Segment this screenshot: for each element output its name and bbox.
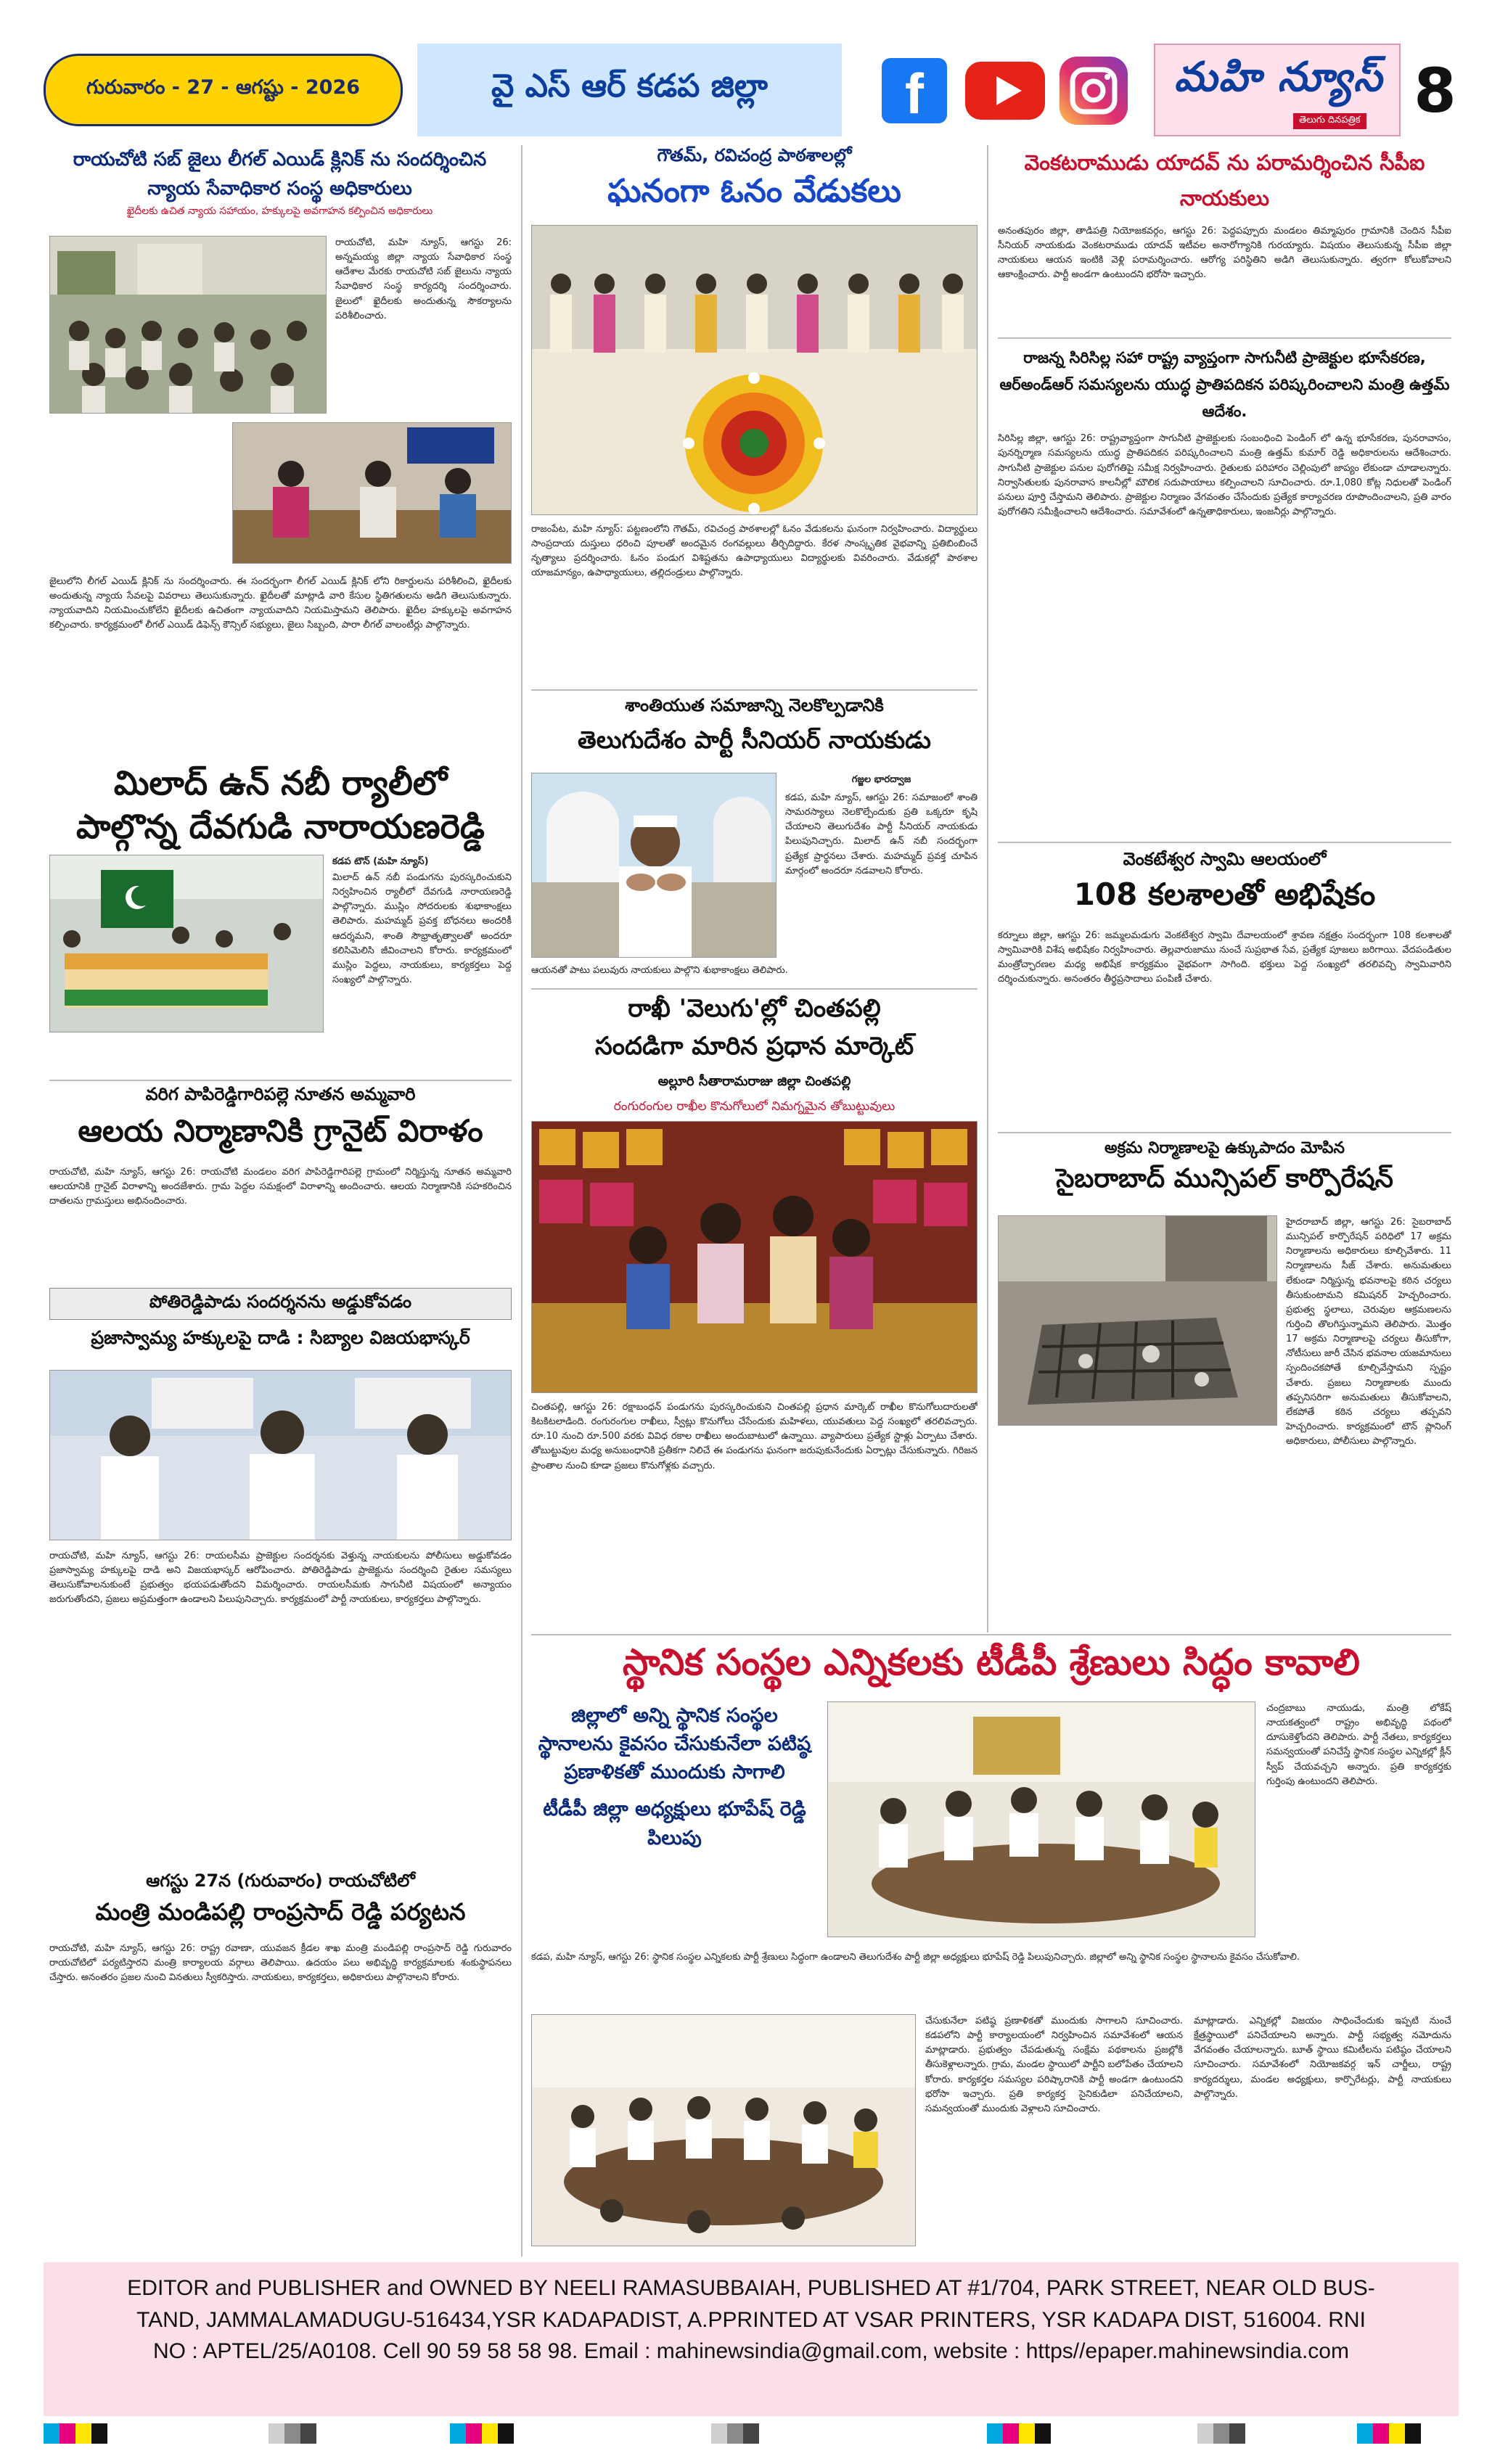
photo-tdp-meeting-1	[827, 1701, 1255, 1937]
color-registration-strip	[44, 2423, 107, 2444]
lead-deck	[531, 1701, 818, 1852]
article-milad-rally	[49, 762, 512, 849]
imprint-line: EDITOR and PUBLISHER and OWNED BY NEELI RAMASUBBAIAH, PUBLISHED AT #1/704, PARK STREET, NEAR OLD BUS-	[127, 2276, 1375, 2300]
article-abhishekam	[998, 849, 1451, 1125]
paper-logo	[1154, 44, 1401, 136]
article-body: రాయచోటి, మహి న్యూస్, ఆగస్టు 26: అన్నమయ్య జిల్లా న్యాయ సేవాధికార సంస్థ ఆదేశాల మేరకు రాయచోటి సబ్ జైలును న్యాయ సేవాధికార సంస్థ కార్యదర్శి సందర్శించారు. జైలులో ఖైదీలకు అందుతున్న సౌకర్యాలను పరిశీలించారు.	[335, 237, 512, 321]
deck-attribution: టీడీపీ జిల్లా అధ్యక్షులు భూపేష్ రెడ్డి పిలుపు	[543, 1798, 806, 1849]
article-body: చింతపల్లి, ఆగస్టు 26: రక్షాబంధన్ పండుగను పురస్కరించుకుని చింతపల్లి ప్రధాన మార్కెట్ రాఖీల కొనుగోలుదారులతో కిటకిటలాడింది. రంగురంగుల రాఖీలు, స్వీట్లు కొనుగోలు చేసేందుకు మహిళలు, యువతులు పెద్ద సంఖ్యలో తరలివచ్చారు. రూ.10 నుంచి రూ.500 వరకు వివిధ రకాల రాఖీలు అందుబాటులో ఉన్నాయి. వ్యాపారులు ప్రత్యేక స్టాళ్లు ఏర్పాటు చేశారు. తోబుట్టువుల మధ్య అనుబంధానికి ప్రతీకగా నిలిచే ఈ పండుగను ఘనంగా జరుపుకునేందుకు ఏర్పాట్లు చేసుకున్నారు. గిరిజన ప్రాంతాల నుంచి కూడా ప్రజలు కొనుగోళ్లకు వచ్చారు.	[531, 1402, 978, 1471]
byline: అల్లూరి సీతారామరాజు జిల్లా చింతపల్లి	[657, 1074, 851, 1089]
column-divider	[987, 145, 988, 1633]
section-divider	[998, 1132, 1451, 1133]
headline: రాజన్న సిరిసిల్ల సహా రాష్ట్ర వ్యాప్తంగా సాగునీటి ప్రాజెక్టుల భూసేకరణ, ఆర్అండ్ఆర్ సమస్యలను యుద్ధ ప్రాతిపదికన పరిష్కరించాలని మంత్రి ఉత్తమ్ ఆదేశం.	[999, 349, 1450, 420]
article-body: మిలాద్ ఉన్ నబీ పండుగను పురస్కరించుకుని నిర్వహించిన ర్యాలీలో దేవగుడి నారాయణరెడ్డి పాల్గొన్నారు. ముస్లిం సోదరులకు శుభాకాంక్షలు తెలిపారు. మహమ్మద్ ప్రవక్త బోధనలు అందరికీ ఆదర్శమని, శాంతి సౌభ్రాతృత్వాలతో అందరూ కలిసిమెలిసి జీవించాలని కోరారు. కార్యక్రమంలో ముస్లిం పెద్దలు, నాయకులు, కార్యకర్తలు పెద్ద సంఖ్యలో పాల్గొన్నారు.	[332, 872, 512, 985]
kicker: వరిగ పాపిరెడ్డిగారిపల్లె నూతన అమ్మవారి	[145, 1084, 416, 1104]
photo-rakhi-shop	[531, 1121, 978, 1393]
kicker: శాంతియుత సమాజాన్ని నెలకొల్పడానికి	[625, 695, 884, 715]
headline: ప్రజాస్వామ్య హక్కులపై దాడి : సిబ్యాల విజయభాస్కర్	[91, 1327, 470, 1348]
article-body: కడప, మహి న్యూస్, ఆగస్టు 26: స్థానిక సంస్థల ఎన్నికలకు పార్టీ శ్రేణులు సిద్ధంగా ఉండాలని తెలుగుదేశం పార్టీ జిల్లా అధ్యక్షులు భూపేష్ రెడ్డి పిలుపునిచ్చారు. జిల్లాలో అన్ని స్థానిక సంస్థల స్థానాలను కైవసం చేసుకోవాలి.	[531, 1952, 1300, 1963]
issue-date: గురువారం - 27 - ఆగష్టు - 2026	[86, 76, 361, 99]
photo-jail-meeting	[49, 236, 327, 414]
imprint-footer	[44, 2262, 1459, 2416]
photo-tdp-meeting-2	[531, 2014, 916, 2246]
article-cpi-visit	[998, 145, 1451, 340]
imprint-line: NO : APTEL/25/A0108. Cell 90 59 58 58 98. Email : mahinewsindia@gmail.com, website : https//epaper.mahinewsindia.com	[153, 2339, 1349, 2363]
district-banner	[417, 44, 842, 136]
kicker: ఆగస్టు 27న (గురువారం) రాయచోటిలో	[146, 1870, 415, 1891]
photo-milad-rally	[49, 855, 324, 1032]
paper-name: మహి న్యూస్	[1173, 54, 1384, 101]
article-body: రాయచోటి, మహి న్యూస్, ఆగస్టు 26: రాయలసీమ ప్రాజెక్టుల సందర్శనకు వెళ్తున్న నాయకులను పోలీసులు అడ్డుకోవడం ప్రజాస్వామ్య హక్కులపై దాడి అని విజయభాస్కర్ ఆరోపించారు. పోతిరెడ్డిపాడు ప్రాజెక్టును సందర్శించి రైతుల సమస్యలు తెలుసుకోవాలనుకుంటే ప్రభుత్వం భయపడుతోందని విమర్శించారు. రాయలసీమకు సాగునీటి విషయంలో అన్యాయం జరుగుతోందని, ప్రజలు అప్రమత్తంగా ఉండాలని పిలుపునిచ్చారు. కార్యక్రమంలో పార్టీ నాయకులు, కార్యకర్తలు పాల్గొన్నారు.	[49, 1551, 512, 1606]
headline: సందడిగా మారిన ప్రధాన మార్కెట్	[594, 1032, 914, 1061]
kicker: వెంకటేశ్వర స్వామి ఆలయంలో	[1123, 849, 1327, 869]
color-registration-strip	[987, 2423, 1051, 2444]
date-banner	[44, 54, 403, 126]
headline: వెంకటరాముడు యాదవ్ ను పరామర్శించిన సీపీఐ నాయకులు	[1024, 150, 1425, 211]
article-body: చేసుకునేలా పటిష్ఠ ప్రణాళికతో ముందుకు సాగాలని సూచించారు. కడపలోని పార్టీ కార్యాలయంలో నిర్వహించిన సమావేశంలో ఆయన మాట్లాడారు. ప్రభుత్వం చేపడుతున్న సంక్షేమ పథకాలను ప్రజల్లోకి తీసుకెళ్లాలన్నారు. గ్రామ, మండల స్థాయిలో పార్టీని బలోపేతం చేయాలని కోరారు. కార్యకర్తల సమస్యల పరిష్కారానికి పార్టీ అండగా ఉంటుందని భరోసా ఇచ్చారు. ప్రతి కార్యకర్త సైనికుడిలా పనిచేయాలని, సమన్వయంతో ముందుకు వెళ్లాలని సూచించారు.	[925, 2016, 1183, 2114]
facebook-icon[interactable]: f	[882, 58, 947, 123]
headline: ఘనంగా ఓనం వేడుకలు	[607, 173, 901, 210]
photo-press-meet	[49, 1370, 512, 1540]
section-divider	[531, 1634, 1451, 1635]
photo-onam-celebration	[531, 225, 978, 515]
deck: జిల్లాలో అన్ని స్థానిక సంస్థల స్థానాలను కైవసం చేసుకునేలా పటిష్ఠ ప్రణాళికతో ముందుకు సాగాలి	[538, 1704, 811, 1784]
section-divider	[998, 842, 1451, 843]
section-divider	[531, 689, 978, 691]
subheadline: ఖైదీలకు ఉచిత న్యాయ సహాయం, హక్కులపై అవగాహన కల్పించిన అధికారులు	[126, 205, 433, 217]
page-number: 8	[1414, 55, 1456, 126]
article-legal-aid	[49, 145, 510, 219]
article-demolition	[998, 1139, 1451, 1200]
section-divider	[49, 1080, 512, 1081]
article-body: సిరిసిల్ల జిల్లా, ఆగస్టు 26: రాష్ట్రవ్యాప్తంగా సాగునీటి ప్రాజెక్టులకు సంబంధించి పెండింగ్ లో ఉన్న భూసేకరణ, పునరావాసం, పునర్నిర్మాణ సమస్యలను యుద్ధ ప్రాతిపదికన పరిష్కరించాలని మంత్రి ఉత్తమ్ కుమార్ రెడ్డి అధికారులను ఆదేశించారు. సాగునీటి ప్రాజెక్టుల పనుల పురోగతిపై సమీక్ష నిర్వహించారు. రైతులకు పరిహారం చెల్లింపులో జాప్యం లేకుండా చూడాలన్నారు. నిర్వాసితులకు పునరావాస కాలనీల్లో మౌలిక సదుపాయాలు కల్పించాలని సూచించారు. రూ.1,080 కోట్ల నిధులతో పెండింగ్ పనులు పూర్తి చేస్తామని తెలిపారు. ప్రాజెక్టుల నిర్మాణం వేగవంతం చేసేందుకు ప్రత్యేక కార్యాచరణ రూపొందించాలని, ప్రతి వారం పురోగతిని సమీక్షించాలని ఆదేశించారు. సమావేశంలో ఉన్నతాధికారులు, ఇంజనీర్లు పాల్గొన్నారు.	[998, 433, 1451, 517]
article-rakhi-market	[531, 994, 978, 1117]
color-registration-strip	[711, 2423, 759, 2444]
lead-headline: స్థానిక సంస్థల ఎన్నికలకు టీడీపీ శ్రేణులు సిద్ధం కావాలి	[623, 1641, 1360, 1683]
article-body: రాయచోటి, మహి న్యూస్, ఆగస్టు 26: రాయచోటి మండలం వరిగ పాపిరెడ్డిగారిపల్లె గ్రామంలో నిర్మిస్తున్న నూతన అమ్మవారి ఆలయానికి గ్రానైట్ విరాళాన్ని అందజేశారు. గ్రామ పెద్దల సమక్షంలో విరాళాన్ని అందించారు. ఆలయ నిర్మాణానికి సహకరించిన దాతలను గ్రామస్తులు అభినందించారు.	[49, 1167, 512, 1207]
subheadline: రంగురంగుల రాఖీల కొనుగోలులో నిమగ్నమైన తోబుట్టువులు	[613, 1099, 896, 1114]
kicker: గౌతమ్, రవిచంద్ర పాఠశాలల్లో	[657, 145, 852, 165]
kicker: పోతిరెడ్డిపాడు సందర్శనను అడ్డుకోవడం	[49, 1288, 512, 1320]
article-peace-society	[531, 695, 978, 760]
column-divider	[521, 1633, 522, 2256]
kicker: అక్రమ నిర్మాణాలపై ఉక్కుపాదం మోపిన	[1104, 1139, 1345, 1157]
youtube-icon[interactable]	[965, 62, 1045, 120]
article-onam	[531, 145, 978, 218]
headline: రాఖీ 'వెలుగు'ల్లో చింతపల్లి	[628, 994, 881, 1023]
article-body: కర్నూలు జిల్లా, ఆగస్టు 26: జమ్మలమడుగు వెంకటేశ్వర స్వామి దేవాలయంలో శ్రావణ నక్షత్రం సందర్భంగా 108 కలశాలతో స్వామివారికి విశేష అభిషేకం నిర్వహించారు. తెల్లవారుజాము నుంచే సుప్రభాత సేవ, ప్రత్యేక పూజలు జరిగాయి. వేదపండితుల మంత్రోచ్ఛారణల మధ్య అభిషేక కార్యక్రమం వైభవంగా సాగింది. భక్తులు పెద్ద సంఖ్యలో తరలివచ్చి స్వామివారిని దర్శించుకున్నారు. అనంతరం తీర్థప్రసాదాలు పంపిణీ చేశారు.	[998, 930, 1451, 985]
article-body: మాట్లాడారు. ఎన్నికల్లో విజయం సాధించేందుకు ఇప్పటి నుంచే క్షేత్రస్థాయిలో పనిచేయాలని అన్నారు. పార్టీ సభ్యత్వ నమోదును వేగవంతం చేయాలన్నారు. బూత్ స్థాయి కమిటీలను పటిష్ఠం చేయాలని సూచించారు. సమావేశంలో నియోజకవర్గ ఇన్ చార్జీలు, రాష్ట్ర కార్యదర్శులు, మండల అధ్యక్షులు, కార్పొరేటర్లు, పార్టీ నాయకులు పాల్గొన్నారు.	[1194, 2016, 1451, 2100]
imprint-line: TAND, JAMMALAMADUGU-516434,YSR KADAPADIST, A.PPRINTED AT VSAR PRINTERS, YSR KADAPA DIST, 516004. RNI	[136, 2307, 1366, 2332]
headline: మిలాద్ ఉన్ నబీ ర్యాలీలో	[113, 763, 448, 802]
article-body: రాయచోటి, మహి న్యూస్, ఆగస్టు 26: రాష్ట్ర రవాణా, యువజన క్రీడల శాఖ మంత్రి మండిపల్లి రాంప్రసాద్ రెడ్డి గురువారం రాయచోటిలో పర్యటిస్తారని మంత్రి కార్యాలయ వర్గాలు తెలిపాయి. ఉదయం పలు అభివృద్ధి కార్యక్రమాలకు శంకుస్థాపనలు చేస్తారు. అనంతరం ప్రజల నుంచి వినతులు స్వీకరిస్తారు. నాయకులు, కార్యకర్తలు, అధికారులు పాల్గొనాలని కోరారు.	[49, 1943, 512, 1984]
article-pothireddypadu	[49, 1288, 512, 1353]
district-name: వై ఎస్ ఆర్ కడప జిల్లా	[491, 67, 768, 104]
article-body: చంద్రబాబు నాయుడు, మంత్రి లోకేష్ నాయకత్వంలో రాష్ట్రం అభివృద్ధి పథంలో దూసుకెళ్తోందని తెలిపారు. పార్టీ నేతలు, కార్యకర్తలు సమన్వయంతో పనిచేస్తే స్థానిక సంస్థల ఎన్నికల్లో క్లీన్ స్వీప్ చేయవచ్చని అన్నారు. ప్రతి కార్యకర్తకు గుర్తింపు ఉంటుందని తెలిపారు.	[1266, 1703, 1451, 1787]
instagram-icon[interactable]	[1060, 57, 1128, 125]
section-divider	[531, 988, 978, 990]
paper-tagline: తెలుగు దినపత్రిక	[1293, 113, 1366, 129]
article-granite-donation	[49, 1084, 512, 1245]
byline: కడప టౌన్ (మహి న్యూస్)	[332, 856, 429, 867]
photo-demolition	[998, 1215, 1277, 1426]
headline: పాల్గొన్న దేవగుడి నారాయణరెడ్డి	[76, 806, 485, 846]
headline: తెలుగుదేశం పార్టీ సీనియర్ నాయకుడు	[578, 726, 931, 754]
article-body: జైలులోని లీగల్ ఎయిడ్ క్లినిక్ ను సందర్శించారు. ఈ సందర్భంగా లీగల్ ఎయిడ్ క్లినిక్ లోని రికార్డులను పరిశీలించి, ఖైదీలకు అందుతున్న న్యాయ సేవలపై వివరాలు తెలుసుకున్నారు. ఖైదీలతో మాట్లాడి వారి కేసుల స్థితిగతులను అడిగి తెలుసుకున్నారు. న్యాయవాదిని నియమించుకోలేని ఖైదీలకు ఉచితంగా న్యాయవాదిని నియమిస్తామని తెలిపారు. ఖైదీల హక్కులపై అవగాహన కల్పించారు. కార్యక్రమంలో లీగల్ ఎయిడ్ డిఫెన్స్ కౌన్సిల్ సభ్యులు, జైలు సిబ్బంది, పారా లీగల్ వాలంటీర్లు పాల్గొన్నారు.	[49, 576, 512, 631]
section-divider	[998, 337, 1451, 339]
article-body: రాజంపేట, మహి న్యూస్: పట్టణంలోని గౌతమ్, రవిచంద్ర పాఠశాలల్లో ఓనం వేడుకలను ఘనంగా నిర్వహించారు. విద్యార్థులు సాంప్రదాయ దుస్తులు ధరించి పూలతో అందమైన రంగవల్లులు తీర్చిదిద్దారు. కేరళ సాంస్కృతిక వైభవాన్ని ప్రతిబింబించే నృత్యాలు ప్రదర్శించారు. ఓనం పండుగ విశిష్టతను ఉపాధ్యాయులు విద్యార్థులకు వివరించారు. వేడుకల్లో పాఠశాల యాజమాన్యం, ఉపాధ్యాయులు, తల్లిదండ్రులు పాల్గొన్నారు.	[531, 524, 978, 579]
article-minister-visit	[49, 1870, 512, 2232]
headline: రాయచోటి సబ్ జైలు లీగల్ ఎయిడ్ క్లినిక్ ను సందర్శించిన న్యాయ సేవాధికార సంస్థ అధికారులు	[73, 149, 487, 200]
headline: ఆలయ నిర్మాణానికి గ్రానైట్ విరాళం	[78, 1113, 483, 1149]
article-body: హైదరాబాద్ జిల్లా, ఆగస్టు 26: సైబరాబాద్ మున్సిపల్ కార్పొరేషన్ పరిధిలో 17 అక్రమ నిర్మాణాలను అధికారులు కూల్చివేశారు. 11 నిర్మాణాలను సీజ్ చేశారు. అనుమతులు లేకుండా నిర్మిస్తున్న భవనాలపై కఠిన చర్యలు తీసుకుంటామని కమిషనర్ హెచ్చరించారు. ప్రభుత్వ స్థలాలు, చెరువుల ఆక్రమణలను గుర్తించి తొలగిస్తున్నామని తెలిపారు. మొత్తం 17 అక్రమ నిర్మాణాలపై చర్యలు తీసుకోగా, నోటీసులు జారీ చేసిన భవనాల యజమానులు స్పందించకపోతే కూల్చివేస్తామని స్పష్టం చేశారు. ప్రజలు నిర్మాణాలకు ముందు తప్పనిసరిగా అనుమతులు తీసుకోవాలని, లేకపోతే కఠిన చర్యలు తప్పవని హెచ్చరించారు. కార్యక్రమంలో టౌన్ ప్లానింగ్ అధికారులు, పోలీసులు పాల్గొన్నారు.	[1286, 1217, 1451, 1447]
article-irrigation	[998, 345, 1451, 773]
color-registration-strip	[1197, 2423, 1245, 2444]
color-registration-strip	[1357, 2423, 1421, 2444]
color-registration-strip	[450, 2423, 514, 2444]
byline: గజ్జల భారద్వాజ	[851, 774, 911, 785]
photo-legal-aid-clinic	[232, 422, 512, 564]
article-body: అనంతపురం జిల్లా, తాడిపత్రి నియోజకవర్గం, ఆగస్టు 26: పెద్దపప్పూరు మండలం తిమ్మాపురం గ్రామానికి చెందిన సీపీఐ సీనియర్ నాయకుడు వెంకటరాముడు యాదవ్ ఇటీవల అనారోగ్యానికి గురయ్యారు. విషయం తెలుసుకున్న సీపీఐ జిల్లా నాయకులు ఆయన ఇంటికి వెళ్లి పరామర్శించారు. ఆరోగ్య పరిస్థితిని అడిగి తెలుసుకున్నారు. త్వరగా కోలుకోవాలని ఆకాంక్షించారు. పార్టీ అండగా ఉంటుందని భరోసా ఇచ్చారు.	[998, 225, 1451, 281]
article-body: కడప, మహి న్యూస్, ఆగస్టు 26: సమాజంలో శాంతి సామరస్యాలు నెలకొల్పేందుకు ప్రతి ఒక్కరూ కృషి చేయాలని తెలుగుదేశం పార్టీ సీనియర్ నాయకుడు పిలుపునిచ్చారు. మిలాద్ ఉన్ నబీ సందర్భంగా ప్రత్యేక ప్రార్థనలు చేశారు. మహమ్మద్ ప్రవక్త చూపిన మార్గంలో అందరూ నడవాలని కోరారు.	[785, 792, 978, 876]
headline: సైబరాబాద్ మున్సిపల్ కార్పొరేషన్	[1056, 1164, 1393, 1194]
article-body-tail: ఆయనతో పాటు పలువురు నాయకులు పాల్గొని శుభాకాంక్షలు తెలిపారు.	[531, 965, 788, 976]
masthead	[44, 44, 1459, 141]
photo-prayer	[531, 773, 776, 958]
headline: 108 కలశాలతో అభిషేకం	[1073, 876, 1376, 912]
column-divider	[521, 145, 522, 1633]
headline: మంత్రి మండిపల్లి రాంప్రసాద్ రెడ్డి పర్యటన	[95, 1898, 466, 1926]
color-registration-strip	[269, 2423, 316, 2444]
